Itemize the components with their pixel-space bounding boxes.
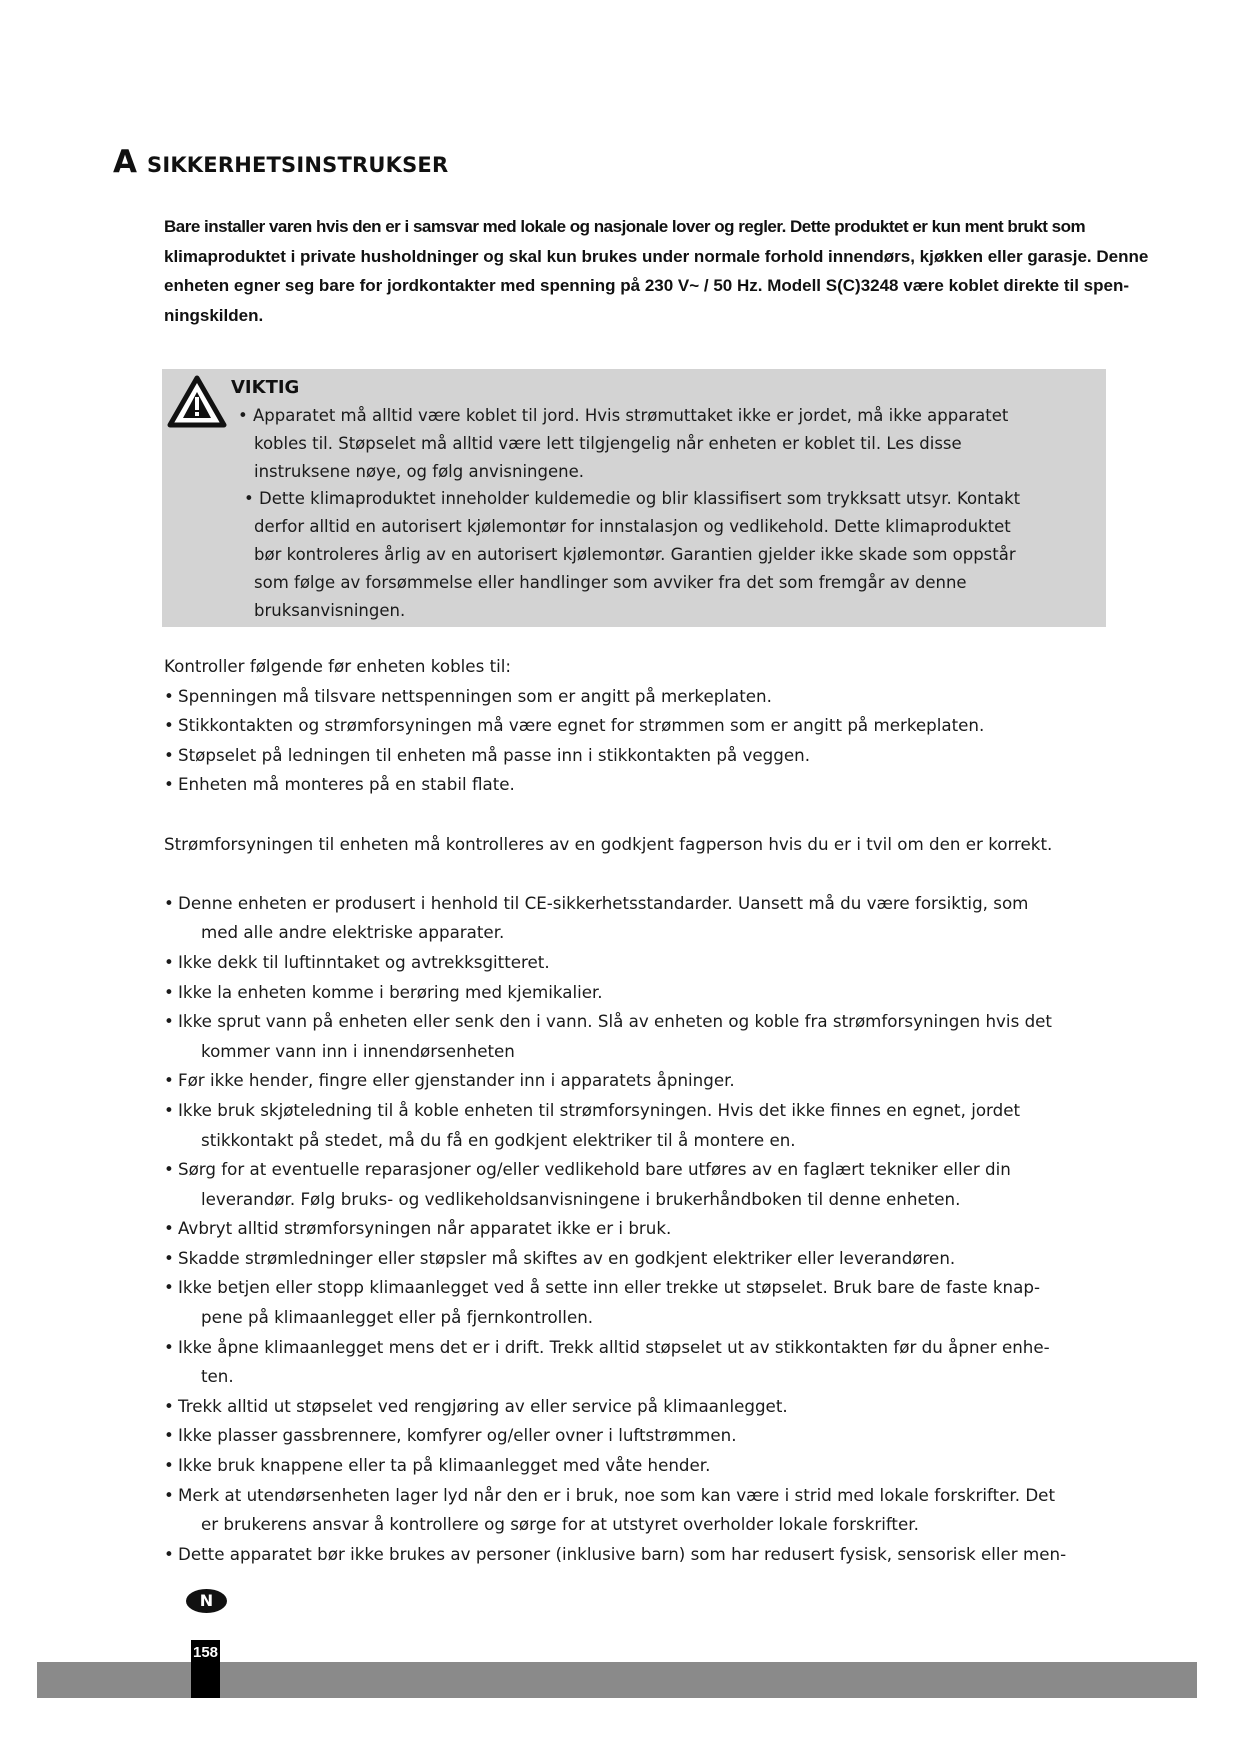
page-number: 158: [191, 1640, 220, 1698]
list-item: • Støpselet på ledningen til enheten må passe inn i stikkontakten på veggen.: [164, 741, 1114, 771]
list-item: • Enheten må monteres på en stabil flate.: [164, 770, 1114, 800]
section-title: SIKKERHETSINSTRUKSER: [147, 153, 449, 177]
bullet: •: [164, 744, 174, 765]
bullet: •: [238, 406, 248, 425]
important-item: [230, 402, 1100, 485]
bullet: •: [164, 951, 174, 972]
bullet: •: [164, 1425, 174, 1446]
list-item: • Skadde strømledninger eller støpsler må skiftes av en godkjent elektriker eller leverandøren.: [164, 1244, 1114, 1274]
bullet: •: [164, 1247, 174, 1268]
important-item-text: Dette klimaproduktet inneholder kuldemedie og blir klassifisert som trykksatt utsyr. Kontakt: [258, 489, 1021, 509]
bullet: •: [244, 489, 254, 509]
warning-triangle-icon: [167, 375, 227, 428]
intro-line: enheten egner seg bare for jordkontakter med spenning på 230 V~ / 50 Hz. Modell S(C)3248 være koblet direkte til spen-: [164, 276, 1130, 295]
list-item: • Ikke betjen eller stopp klimaanlegget ved å sette inn eller trekke ut støpselet. Bruk bare de faste knap- pene på klimaanlegget eller på fjernkontrollen.: [164, 1273, 1114, 1332]
list-item: • Ikke la enheten komme i berøring med kjemikalier.: [164, 978, 1114, 1008]
bullet: •: [164, 715, 174, 736]
list-item: • Sørg for at eventuelle reparasjoner og/eller vedlikehold bare utføres av en faglært tekniker eller din leverandør. Følg bruks- og vedlikeholdsanvisningene i brukerhåndboken til denne enheten.: [164, 1155, 1114, 1214]
list-item: • Denne enheten er produsert i henhold til CE-sikkerhetsstandarder. Uansett må du være forsiktig, som med alle andre elektriske apparater.: [164, 889, 1114, 948]
bullet: •: [164, 774, 174, 795]
list-item: • Ikke bruk knappene eller ta på klimaanlegget med våte hender.: [164, 1451, 1114, 1481]
bullet: •: [164, 1395, 174, 1416]
power-note: Strømforsyningen til enheten må kontrolleres av en godkjent fagperson hvis du er i tvil om den er korrekt.: [164, 833, 1053, 854]
list-item: • Ikke sprut vann på enheten eller senk den i vann. Slå av enheten og koble fra strømforsyningen hvis det kommer vann inn i innendørsenheten: [164, 1007, 1114, 1066]
safety-rules-list: [164, 889, 1114, 1570]
intro-line: ningskilden.: [164, 305, 264, 325]
spacer: [164, 859, 1114, 889]
bullet: •: [164, 1455, 174, 1476]
checks-list: [164, 682, 1114, 800]
bullet: •: [164, 1218, 174, 1239]
intro-line: Bare installer varen hvis den er i samsvar med lokale og nasjonale lover og regler. Dette produktet er kun ment brukt som: [164, 217, 1086, 236]
list-item: • Dette apparatet bør ikke brukes av personer (inklusive barn) som har redusert fysisk, sensorisk eller men-: [164, 1540, 1114, 1570]
language-badge: N: [186, 1589, 227, 1613]
list-item: • Trekk alltid ut støpselet ved rengjøring av eller service på klimaanlegget.: [164, 1392, 1114, 1422]
intro-paragraph: [164, 212, 1241, 330]
bullet: •: [164, 981, 174, 1002]
main-content: [164, 652, 1114, 1569]
list-item: • Før ikke hender, fingre eller gjenstander inn i apparatets åpninger.: [164, 1066, 1114, 1096]
important-item-text: som følge av forsømmelse eller handlinger som avviker fra det som fremgår av denne: [254, 572, 967, 592]
important-item-text: bør kontroleres årlig av en autorisert kjølemontør. Garantien gjelder ikke skade som oppstår: [254, 544, 1016, 564]
checks-intro: Kontroller følgende før enheten kobles til:: [164, 656, 512, 676]
bullet: •: [164, 1336, 174, 1357]
list-item: • Merk at utendørsenheten lager lyd når den er i bruk, noe som kan være i strid med lokale forskrifter. Det er brukerens ansvar å kontrollere og sørge for at utstyret overholder lokale forskrifter.: [164, 1481, 1114, 1540]
important-item-text: Apparatet må alltid være koblet til jord. Hvis strømuttaket ikke er jordet, må ikke apparatet: [252, 406, 1009, 425]
list-item: • Stikkontakten og strømforsyningen må være egnet for strømmen som er angitt på merkeplaten.: [164, 711, 1114, 741]
list-item: • Avbryt alltid strømforsyningen når apparatet ikke er i bruk.: [164, 1214, 1114, 1244]
spacer: [164, 800, 1114, 830]
bullet: •: [164, 1277, 174, 1298]
important-notice-box: [162, 369, 1106, 627]
list-item: • Ikke dekk til luftinntaket og avtrekksgitteret.: [164, 948, 1114, 978]
section-heading: [113, 142, 448, 180]
section-letter: A: [113, 144, 137, 180]
important-item-text: bruksanvisningen.: [254, 600, 406, 620]
bullet: •: [164, 1159, 174, 1180]
bullet: •: [164, 892, 174, 913]
bullet: •: [164, 1543, 174, 1564]
bullet: •: [164, 1011, 174, 1032]
list-item: • Spenningen må tilsvare nettspenningen som er angitt på merkeplaten.: [164, 682, 1114, 712]
list-item: • Ikke åpne klimaanlegget mens det er i drift. Trekk alltid støpselet ut av stikkontakten før du åpner enhe- ten.: [164, 1333, 1114, 1392]
list-item: • Ikke bruk skjøteledning til å koble enheten til strømforsyningen. Hvis det ikke finnes en egnet, jordet stikkontakt på stedet, må du få en godkjent elektriker til å montere en.: [164, 1096, 1114, 1155]
list-item: • Ikke plasser gassbrennere, komfyrer og/eller ovner i luftstrømmen.: [164, 1421, 1114, 1451]
bullet: •: [164, 1070, 174, 1091]
bullet: •: [164, 1484, 174, 1505]
important-item-text: derfor alltid en autorisert kjølemontør for innstalasjon og vedlikehold. Dette klimaproduktet: [254, 517, 1011, 537]
important-item-text: kobles til. Støpselet må alltid være lett tilgjengelig når enheten er koblet til. Les disse: [254, 433, 962, 453]
bullet: •: [164, 685, 174, 706]
intro-line: klimaproduktet i private husholdninger og skal kun brukes under normale forhold innendørs, kjøkken eller garasje. Denne: [164, 246, 1149, 266]
important-list: [230, 402, 1100, 624]
important-item: [230, 485, 1100, 624]
bullet: •: [164, 1099, 174, 1120]
important-title: VIKTIG: [231, 377, 300, 398]
important-item-text: instruksene nøye, og følg anvisningene.: [254, 461, 584, 481]
